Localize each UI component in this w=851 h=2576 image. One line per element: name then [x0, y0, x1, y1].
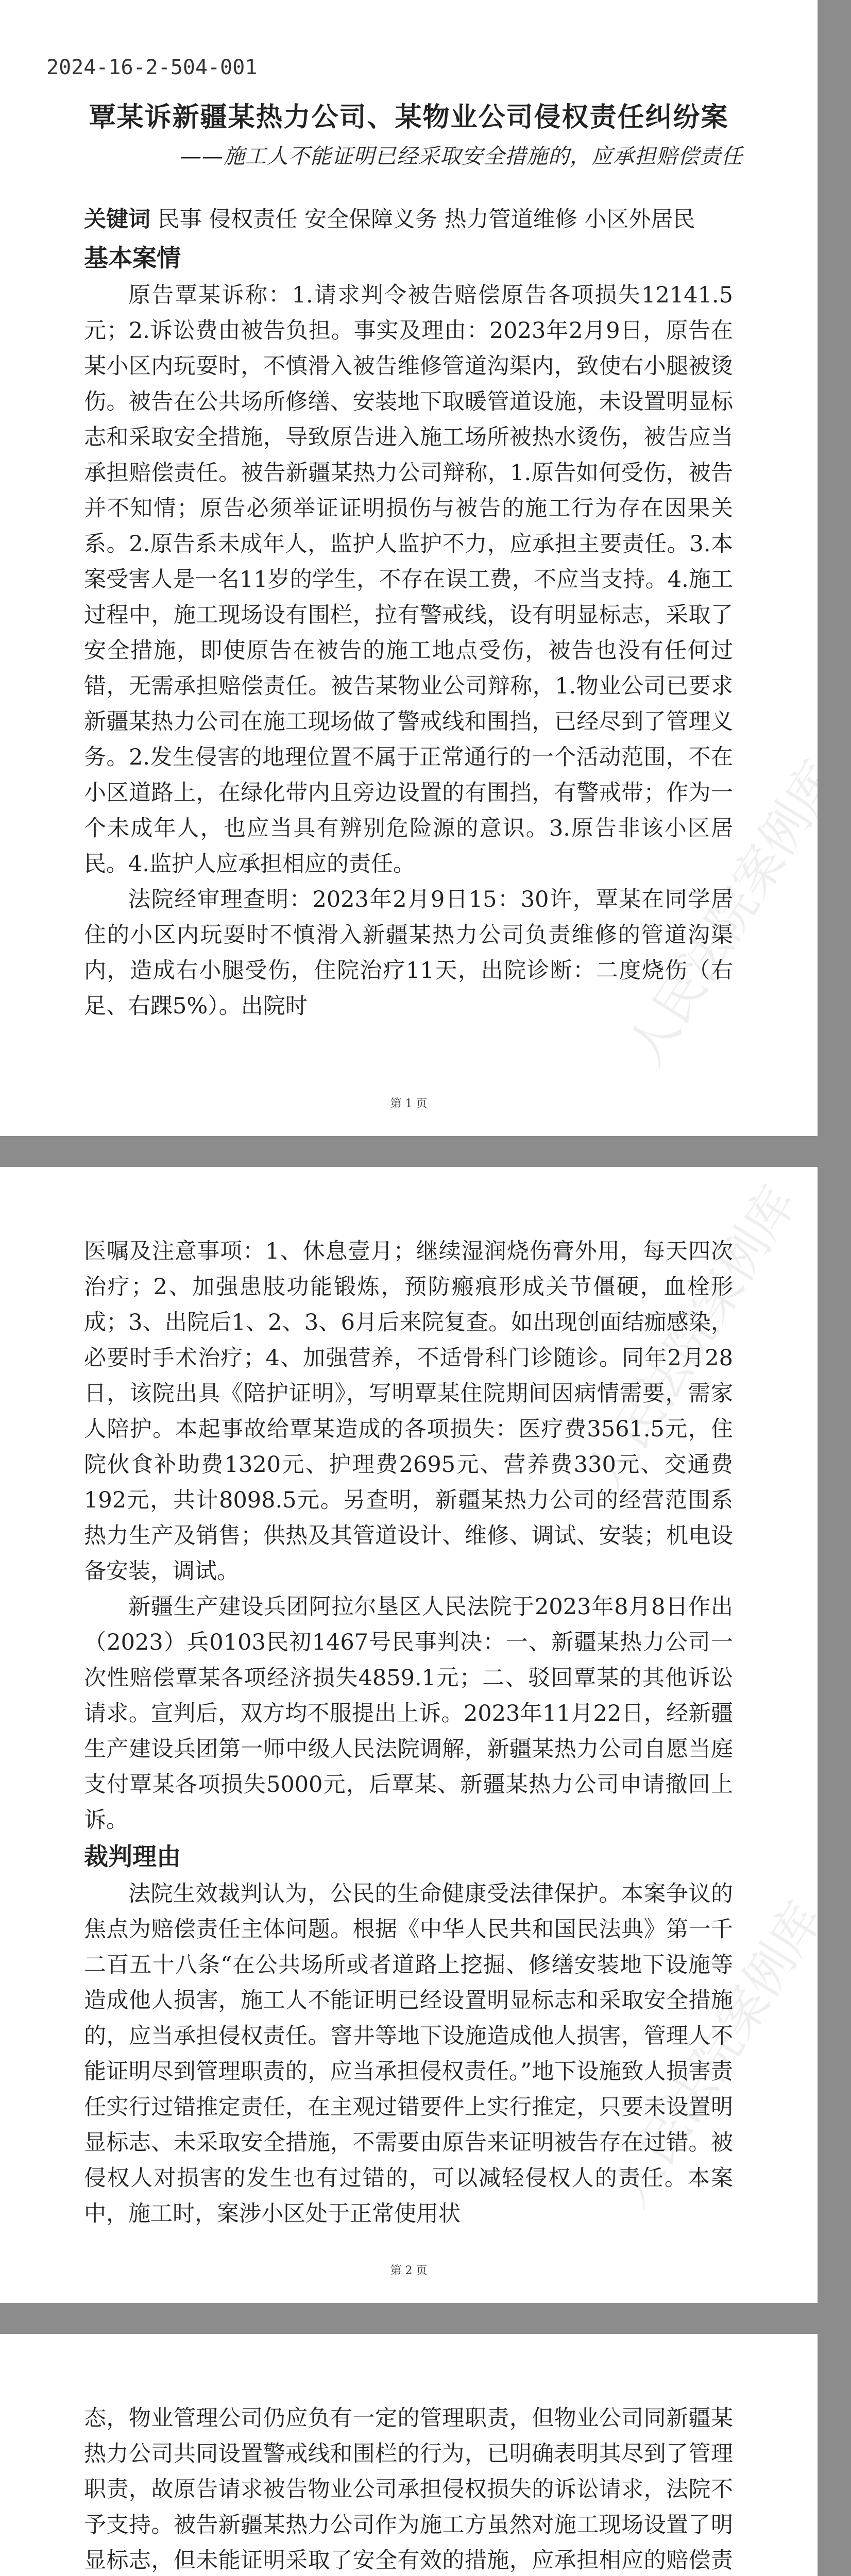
paragraph-court-findings: 法院经审理查明：2023年2月9日15：30许，覃某在同学居住的小区内玩耍时不慎滑入新疆某热力公司负责维修的管道沟渠内，造成右小腿受伤，住院治疗11天，出院诊断：二度烧伤（右足、右踝5%）。出院时: [84, 887, 733, 1019]
paragraph-plaintiff-claims: 原告覃某诉称：1.请求判令被告赔偿原告各项损失12141.5元；2.诉讼费由被告负担。事实及理由：2023年2月9日，原告在某小区内玩耍时，不慎滑入被告维修管道沟渠内，致使右小腿被烫伤。被告在公共场所修缮、安装地下取暖管道设施，未设置明显标志和采取安全措施，导致原告进入施工场所被热水烫伤，被告应当承担赔偿责任。被告新疆某热力公司辩称，1.原告如何受伤，被告并不知情；原告必须举证证明损伤与被告的施工行为存在因果关系。2.原告系未成年人，监护人监护不力，应承担主要责任。3.本案受害人是一名11岁的学生，不存在误工费，不应当支持。4.施工过程中，施工现场设有围栏，拉有警戒线，设有明显标志，采取了安全措施，即使原告在被告的施工地点受伤，被告也没有任何过错，无需承担赔偿责任。被告某物业公司辩称，1.物业公司已要求新疆某热力公司在施工现场做了警戒线和围挡，已经尽到了管理义务。2.发生侵害的地理位置不属于正常通行的一个活动范围，不在小区道路上，在绿化带内且旁边设置的有围挡，有警戒带；作为一个未成年人，也应当具有辨别危险源的意识。3.原告非该小区居民。4.监护人应承担相应的责任。: [84, 282, 733, 877]
document-page-1: [0, 0, 849, 1136]
page-number: 第 2 页: [390, 2264, 428, 2277]
paragraph-reasoning: 法院生效裁判认为，公民的生命健康受法律保护。本案争议的焦点为赔偿责任主体问题。根据《中华人民共和国民法典》第一千二百五十八条“在公共场所或者道路上挖掘、修缮安装地下设施等造成他人损害，施工人不能证明已经设置明显标志和采取安全措施的，应当承担侵权责任。窨井等地下设施造成他人损害，管理人不能证明尽到管理职责的，应当承担侵权责任。”地下设施致人损害责任实行过错推定责任，在主观过错要件上实行推定，只要未设置明显标志、未采取安全措施，不需要由原告来证明被告存在过错。被侵权人对损害的发生也有过错的，可以减轻侵权人的责任。本案中，施工时，案涉小区处于正常使用状: [84, 1881, 733, 2227]
page-number: 第 1 页: [390, 1097, 428, 1110]
keywords-text: 民事 侵权责任 安全保障义务 热力管道维修 小区外居民: [157, 207, 695, 232]
section-heading-reasoning: 裁判理由: [84, 1843, 181, 1871]
paragraph-judgment: 新疆生产建设兵团阿拉尔垦区人民法院于2023年8月8日作出（2023）兵0103民初1467号民事判决：一、新疆某热力公司一次性赔偿覃某各项经济损失4859.1元；二、驳回覃某的其他诉讼请求。宣判后，双方均不服提出上诉。2023年11月22日，经新疆生产建设兵团第一师中级人民法院调解，新疆某热力公司自愿当庭支付覃某各项损失5000元，后覃某、新疆某热力公司申请撤回上诉。: [84, 1594, 733, 1833]
document-id: 2024-16-2-504-001: [46, 56, 258, 79]
document-page-2: [0, 1167, 833, 2303]
page-2-content: [84, 1234, 733, 2232]
paragraph-reasoning-continued: 态，物业管理公司仍应负有一定的管理职责，但物业公司同新疆某热力公司共同设置警戒线和围栏的行为，已明确表明其尽到了管理职责，故原告请求被告物业公司承担侵权损失的诉讼请求，法院不予支持。被告新疆某热力公司作为施工方虽然对施工现场设置了明显标志，但未能证明采取了安全有效的措施，应承担相应的赔偿责: [84, 2405, 733, 2573]
keywords-label: 关键词: [84, 207, 150, 232]
section-heading-basic-facts: 基本案情: [84, 244, 181, 273]
case-subtitle: ——施工人不能证明已经采取安全措施的，应承担赔偿责任: [180, 144, 743, 168]
case-title: 覃某诉新疆某热力公司、某物业公司侵权责任纠纷案: [89, 101, 729, 133]
paragraph-findings-continued: 医嘱及注意事项：1、休息壹月；继续湿润烧伤膏外用，每天四次治疗；2、加强患肢功能锻炼，预防瘢痕形成关节僵硬，血栓形成；3、出院后1、2、3、6月后来院复查。如出现创面结痂感染，必要时手术治疗；4、加强营养，不适骨科门诊随诊。同年2月28日，该院出具《陪护证明》，写明覃某住院期间因病情需要，需家人陪护。本起事故给覃某造成的各项损失：医疗费3561.5元，住院伙食补助费1320元、护理费2695元、营养费330元、交通费192元，共计8098.5元。另查明，新疆某热力公司的经营范围系热力生产及销售；供热及其管道设计、维修、调试、安装；机电设备安装，调试。: [84, 1239, 733, 1584]
watermark: 人民法院案例库: [616, 751, 849, 1076]
document-page-3: [0, 2334, 818, 2576]
page-1-content: [84, 202, 733, 1024]
watermark: 人民法院案例库: [601, 1892, 833, 2217]
page-3-content: [84, 2401, 733, 2576]
keywords-line: [84, 202, 733, 238]
watermark: 人民法院案例库: [575, 1176, 808, 1501]
